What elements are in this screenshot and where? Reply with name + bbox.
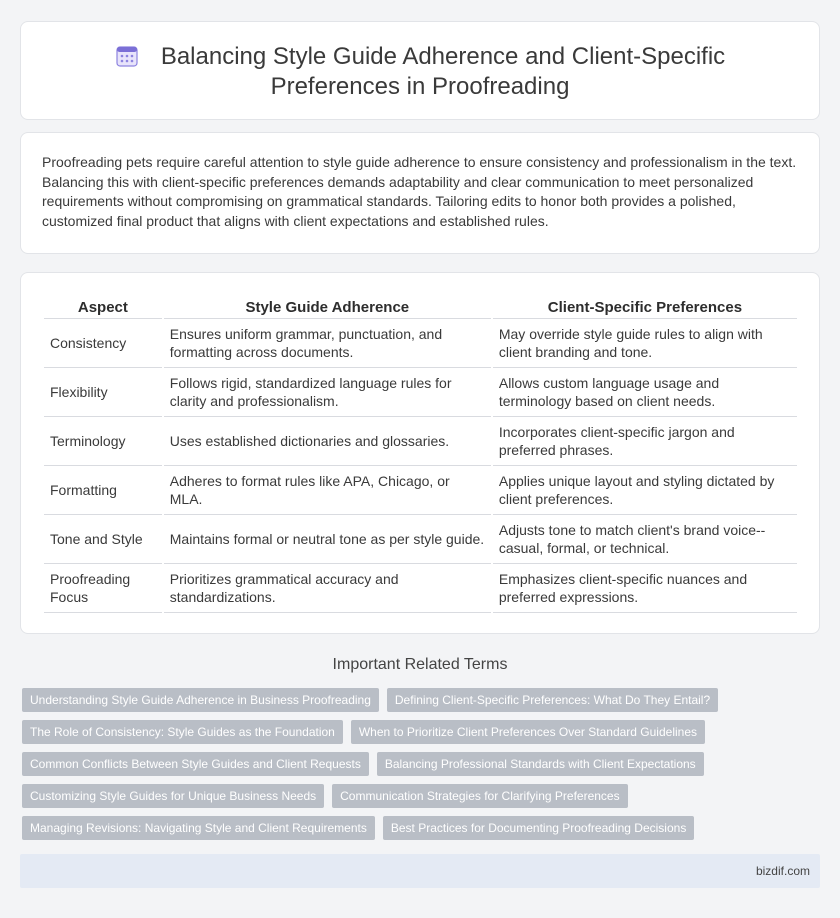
table-row — [44, 515, 797, 564]
column-header-client-preferences: Client-Specific Preferences — [493, 295, 797, 319]
related-term-tag[interactable]: Understanding Style Guide Adherence in Business Proofreading — [22, 688, 379, 712]
footer-bar — [20, 854, 820, 888]
style-guide-cell: Maintains formal or neutral tone as per style guide. — [164, 515, 491, 564]
page-title-wrap — [21, 42, 819, 102]
aspect-cell: Terminology — [44, 417, 162, 466]
style-guide-cell: Uses established dictionaries and glossaries. — [164, 417, 491, 466]
related-term-tag[interactable]: Managing Revisions: Navigating Style and Client Requirements — [22, 816, 375, 840]
comparison-table — [42, 295, 799, 613]
style-guide-cell: Adheres to format rules like APA, Chicago, or MLA. — [164, 466, 491, 515]
client-preference-cell: Applies unique layout and styling dictated by client preferences. — [493, 466, 797, 515]
client-preference-cell: Allows custom language usage and terminology based on client needs. — [493, 368, 797, 417]
footer-site-link[interactable]: bizdif.com — [755, 864, 810, 878]
aspect-cell: Formatting — [44, 466, 162, 515]
related-terms-list — [22, 688, 812, 840]
table-header-row — [44, 295, 797, 319]
table-row — [44, 368, 797, 417]
intro-paragraph: Proofreading pets require careful attention to style guide adherence to ensure consistency and professionalism in the text. Balancing this with client-specific preferences demands adaptability and clear communication to meet personalized requirements without compromising on grammatical standards. Tailoring edits to honor both provides a polished, customized final product that aligns with client expectations and established rules. — [42, 154, 797, 229]
related-terms-heading: Important Related Terms — [332, 656, 508, 673]
related-term-tag[interactable]: Common Conflicts Between Style Guides and Client Requests — [22, 752, 369, 776]
aspect-cell: Tone and Style — [44, 515, 162, 564]
style-guide-cell: Follows rigid, standardized language rules for clarity and professionalism. — [164, 368, 491, 417]
table-row — [44, 417, 797, 466]
intro-card — [20, 132, 820, 254]
related-term-tag[interactable]: When to Prioritize Client Preferences Over Standard Guidelines — [351, 720, 705, 744]
column-header-aspect: Aspect — [44, 295, 162, 319]
client-preference-cell: Adjusts tone to match client's brand voice--casual, formal, or technical. — [493, 515, 797, 564]
related-term-tag[interactable]: Communication Strategies for Clarifying Preferences — [332, 784, 627, 808]
related-term-tag[interactable]: The Role of Consistency: Style Guides as the Foundation — [22, 720, 343, 744]
aspect-cell: Consistency — [44, 319, 162, 368]
table-row — [44, 564, 797, 613]
style-guide-cell: Prioritizes grammatical accuracy and standardizations. — [164, 564, 491, 613]
related-term-tag[interactable]: Balancing Professional Standards with Client Expectations — [377, 752, 704, 776]
table-row — [44, 319, 797, 368]
page-title: Balancing Style Guide Adherence and Client-Specific Preferences in Proofreading — [160, 43, 726, 100]
column-header-style-guide: Style Guide Adherence — [164, 295, 491, 319]
client-preference-cell: Incorporates client-specific jargon and preferred phrases. — [493, 417, 797, 466]
header-card — [20, 21, 820, 120]
table-row — [44, 466, 797, 515]
calendar-grid-icon — [115, 44, 139, 68]
client-preference-cell: Emphasizes client-specific nuances and preferred expressions. — [493, 564, 797, 613]
aspect-cell: Proofreading Focus — [44, 564, 162, 613]
aspect-cell: Flexibility — [44, 368, 162, 417]
related-term-tag[interactable]: Customizing Style Guides for Unique Business Needs — [22, 784, 324, 808]
comparison-card — [20, 272, 820, 634]
style-guide-cell: Ensures uniform grammar, punctuation, and formatting across documents. — [164, 319, 491, 368]
client-preference-cell: May override style guide rules to align with client branding and tone. — [493, 319, 797, 368]
related-term-tag[interactable]: Defining Client-Specific Preferences: What Do They Entail? — [387, 688, 718, 712]
related-term-tag[interactable]: Best Practices for Documenting Proofreading Decisions — [383, 816, 694, 840]
